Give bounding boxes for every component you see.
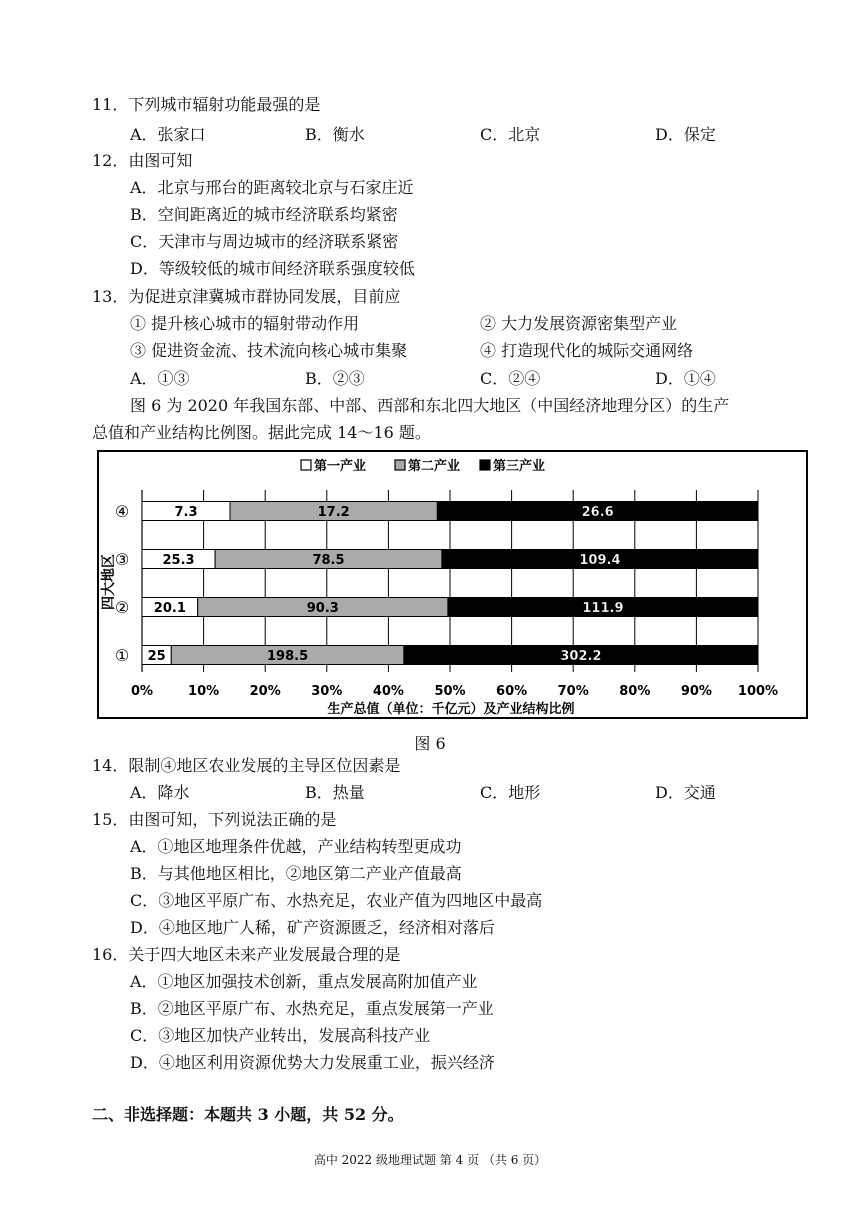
bar-value-label: 90.3 [306, 601, 339, 616]
q11-option-b: B．衡水 [305, 125, 365, 144]
x-axis-label: 生产总值（单位：千亿元）及产业结构比例 [327, 702, 575, 717]
bar-value-label: 25.3 [162, 553, 195, 568]
q14-option-b: B．热量 [305, 783, 365, 802]
category-label: ② [114, 598, 130, 617]
q14-option-a: A．降水 [130, 783, 190, 802]
question-16-stem: 16．关于四大地区未来产业发展最合理的是 [92, 945, 401, 964]
industry-structure-chart [99, 452, 806, 717]
legend-label: 第二产业 [408, 459, 461, 474]
q15-option-c: C．③地区平原广布、水热充足，农业产值为四地区中最高 [130, 891, 543, 910]
bar-value-label: 111.9 [582, 601, 624, 616]
bar-value-label: 20.1 [153, 601, 186, 616]
question-13-stem: 13．为促进京津冀城市群协同发展，目前应 [92, 287, 401, 306]
q12-option-a: A．北京与邢台的距离较北京与石家庄近 [130, 178, 414, 197]
legend-swatch [480, 460, 490, 470]
bar-value-label: 109.4 [579, 553, 621, 568]
x-tick-label: 50% [434, 684, 466, 699]
q13-item-2: ② 大力发展资源密集型产业 [480, 314, 678, 333]
category-label: ③ [114, 550, 130, 569]
x-tick-label: 60% [496, 684, 528, 699]
legend-label: 第三产业 [493, 459, 546, 474]
x-tick-label: 20% [249, 684, 281, 699]
legend-swatch [395, 460, 405, 470]
figure-intro-line-2: 总值和产业结构比例图。据此完成 14～16 题。 [92, 423, 431, 442]
q13-option-a: A．①③ [130, 369, 190, 388]
q14-option-c: C．地形 [480, 783, 541, 802]
q16-option-b: B．②地区平原广布、水热充足，重点发展第一产业 [130, 999, 494, 1018]
bar-value-label: 302.2 [560, 649, 602, 664]
q13-item-4: ④ 打造现代化的城际交通网络 [480, 341, 694, 360]
q12-option-c: C．天津市与周边城市的经济联系紧密 [130, 232, 399, 251]
q16-option-a: A．①地区加强技术创新，重点发展高附加值产业 [130, 972, 478, 991]
q13-item-1: ① 提升核心城市的辐射带动作用 [130, 314, 360, 333]
q12-option-d: D．等级较低的城市间经济联系强度较低 [130, 259, 415, 278]
x-tick-label: 10% [188, 684, 220, 699]
question-14-stem: 14．限制④地区农业发展的主导区位因素是 [92, 756, 401, 775]
bar-value-label: 198.5 [267, 649, 309, 664]
x-tick-label: 70% [557, 684, 589, 699]
q13-option-d: D．①④ [655, 369, 716, 388]
q15-option-b: B．与其他地区相比，②地区第二产业产值最高 [130, 864, 462, 883]
bar-value-label: 78.5 [312, 553, 345, 568]
category-label: ④ [114, 502, 130, 521]
x-tick-label: 0% [130, 684, 154, 699]
x-tick-label: 90% [680, 684, 712, 699]
y-axis-label: 四大地区 [101, 554, 117, 610]
bar-value-label: 7.3 [174, 505, 198, 520]
bar-value-label: 25 [147, 649, 166, 664]
figure-caption: 图 6 [414, 734, 446, 753]
question-11-stem: 11．下列城市辐射功能最强的是 [92, 95, 321, 114]
x-tick-label: 40% [372, 684, 404, 699]
legend-swatch [301, 460, 311, 470]
q16-option-c: C．③地区加快产业转出，发展高科技产业 [130, 1026, 431, 1045]
q11-option-a: A．张家口 [130, 125, 206, 144]
question-15-stem: 15．由图可知，下列说法正确的是 [92, 810, 337, 829]
q13-option-b: B．②③ [305, 369, 365, 388]
x-tick-label: 80% [619, 684, 651, 699]
category-label: ① [114, 646, 130, 665]
q12-option-b: B．空间距离近的城市经济联系均紧密 [130, 205, 398, 224]
question-12-stem: 12．由图可知 [92, 151, 193, 170]
q13-option-c: C．②④ [480, 369, 541, 388]
page-footer: 高中 2022 级地理试题 第 4 页 （共 6 页） [313, 1153, 547, 1167]
q14-option-d: D．交通 [655, 783, 716, 802]
q15-option-d: D．④地区地广人稀，矿产资源匮乏，经济相对落后 [130, 918, 495, 937]
q16-option-d: D．④地区利用资源优势大力发展重工业，振兴经济 [130, 1053, 495, 1072]
chart-frame [97, 450, 808, 719]
section-title: 二、非选择题：本题共 3 小题，共 52 分。 [92, 1105, 404, 1124]
bar-value-label: 17.2 [317, 505, 350, 520]
x-tick-label: 30% [311, 684, 343, 699]
bar-value-label: 26.6 [581, 505, 614, 520]
q15-option-a: A．①地区地理条件优越，产业结构转型更成功 [130, 837, 462, 856]
q13-item-3: ③ 促进资金流、技术流向核心城市集聚 [130, 341, 408, 360]
figure-intro-line-1: 图 6 为 2020 年我国东部、中部、西部和东北四大地区（中国经济地理分区）的生产 [130, 396, 730, 415]
x-tick-label: 100% [737, 684, 779, 699]
legend-label: 第一产业 [314, 459, 367, 474]
q11-option-c: C．北京 [480, 125, 541, 144]
q11-option-d: D．保定 [655, 125, 716, 144]
